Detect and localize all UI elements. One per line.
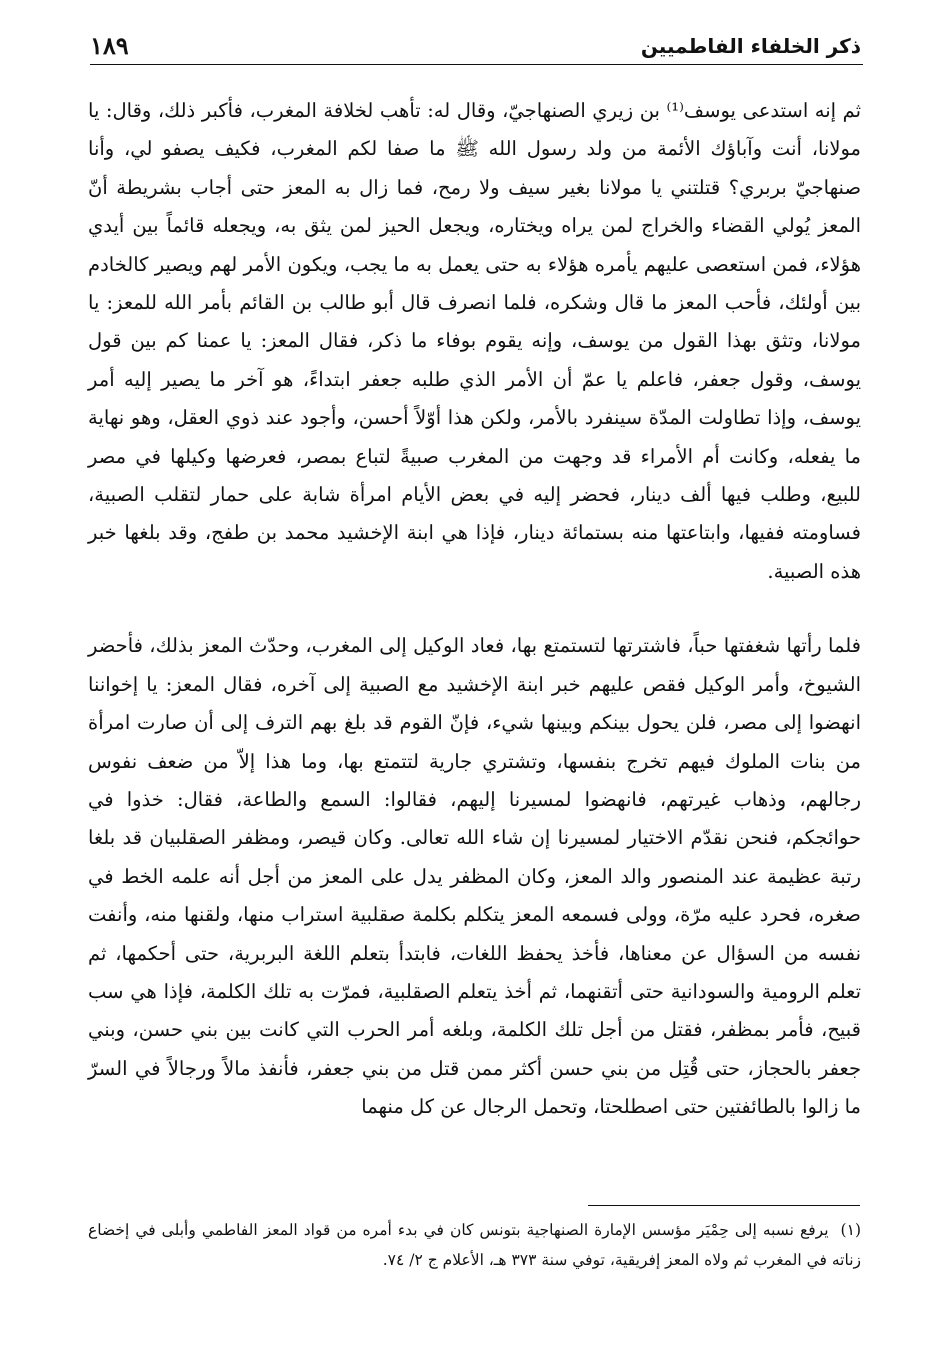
chapter-title: ذكر الخلفاء الفاطميين	[640, 34, 861, 58]
footnote	[88, 1215, 861, 1275]
footnote-marker: (١)	[840, 1221, 861, 1239]
paragraph-gap	[88, 591, 861, 627]
paragraph-2: فلما رأتها شغفتها حباً، فاشترتها لتستمتع بها، فعاد الوكيل إلى المغرب، وحدّث المعز بذلك، فأحضر الشيوخ، وأمر الوكيل فقص عليهم خبر ابنة الإخشيد مع الصبية إلى آخره، فقال المعز: يا إخواننا انهضوا إلى مصر، فلن يحول بينكم وبينها شيء، فإنّ القوم قد بلغ بهم الترف إلى أن صارت امرأة من بنات الملوك فيهم تخرج بنفسها، وتشتري جارية لتتمتع بها، وما هذا إلاّ من ضعف نفوس رجالهم، وذهاب غيرتهم، فانهضوا لمسيرنا إليهم، فقالوا: السمع والطاعة، فقال: خذوا في حوائجكم، فنحن نقدّم الاختيار لمسيرنا إن شاء الله تعالى. وكان قيصر، ومظفر الصقلبيان قد بلغا رتبة عظيمة عند المنصور والد المعز، وكان المظفر يدل على المعز من أجل أنه علمه الخط في صغره، فحرد عليه مرّة، وولى فسمعه المعز يتكلم بكلمة صقلبية استراب منها، ولقنها منه، وأنفت نفسه من السؤال عن معناها، فأخذ يحفظ اللغات، فابتدأ بتعلم اللغة البربرية، حتى أحكمها، ثم تعلم الرومية والسودانية حتى أتقنهما، ثم أخذ يتعلم الصقلبية، فمرّت به تلك الكلمة، فإذا هي سب قبيح، فأمر بمظفر، فقتل من أجل تلك الكلمة، وبلغه أمر الحرب التي كانت بين بني حسن، وبني جعفر بالحجاز، حتى قُتِل من بني حسن أكثر ممن قتل من بني جعفر، فأنفذ مالاً ورجالاً في السرّ ما زالوا بالطائفتين حتى اصطلحتا، وتحمل الرجال عن كل منهما	[88, 634, 861, 1119]
footnote-text: يرفع نسبه إلى حِمْيَر مؤسس الإمارة الصنهاجية بتونس كان في بدء أمره من قواد المعز الفاطمي وأبلى في إخضاع زناته في المغرب ثم ولاه المعز إفريقية، توفي سنة ٣٧٣ هـ، الأعلام ج ٢/ ٧٤.	[88, 1221, 861, 1269]
page-number: ١٨٩	[90, 31, 129, 60]
running-head	[90, 30, 861, 62]
body-text	[88, 92, 861, 1127]
header-rule	[90, 64, 863, 65]
paragraph-1: ثم إنه استدعى يوسف⁽¹⁾ بن زيري الصنهاجيّ، وقال له: تأهب لخلافة المغرب، فأكبر ذلك، وقال: يا مولانا، أنت وآباؤك الأئمة من ولد رسول الله ﷺ ما صفا لكم المغرب، فكيف يصفو لي، وأنا صنهاجيّ بربري؟ قتلتني يا مولانا بغير سيف ولا رمح، فما زال به المعز حتى أجاب بشريطة أنّ المعز يُولي القضاء والخراج لمن يراه ويختاره، ويجعل الحيز لمن يثق به، ويجعله قائماً بين أيدي هؤلاء، فمن استعصى عليهم يأمره هؤلاء به حتى يعمل به ما يجب، ويكون الأمر لهم ويصير كالخادم بين أولئك، فأحب المعز ما قال وشكره، فلما انصرف قال أبو طالب بن القائم بأمر الله للمعز: يا مولانا، وتثق بهذا القول من يوسف، وإنه يقوم بوفاء ما ذكر، فقال المعز: يا عمنا كم بين قول يوسف، وقول جعفر، فاعلم يا عمّ أن الأمر الذي طلبه جعفر ابتداءً، هو آخر ما يصير إليه أمر يوسف، وإذا تطاولت المدّة سينفرد بالأمر، ولكن هذا أوّلاً أحسن، وأجود عند ذوي العقل، وهو نهاية ما يفعله، وكانت أم الأمراء قد وجهت من المغرب صبيةً لتباع بمصر، فعرضها وكيلها في مصر للبيع، وطلب فيها ألف دينار، فحضر إليه في بعض الأيام امرأة شابة على حمار لتقلب الصبية، فساومته ففيها، وابتاعتها منه بستمائة دينار، فإذا هي ابنة الإخشيد محمد بن طفج، وقد بلغها خبر هذه الصبية.	[88, 99, 861, 583]
footnote-rule	[588, 1205, 860, 1206]
